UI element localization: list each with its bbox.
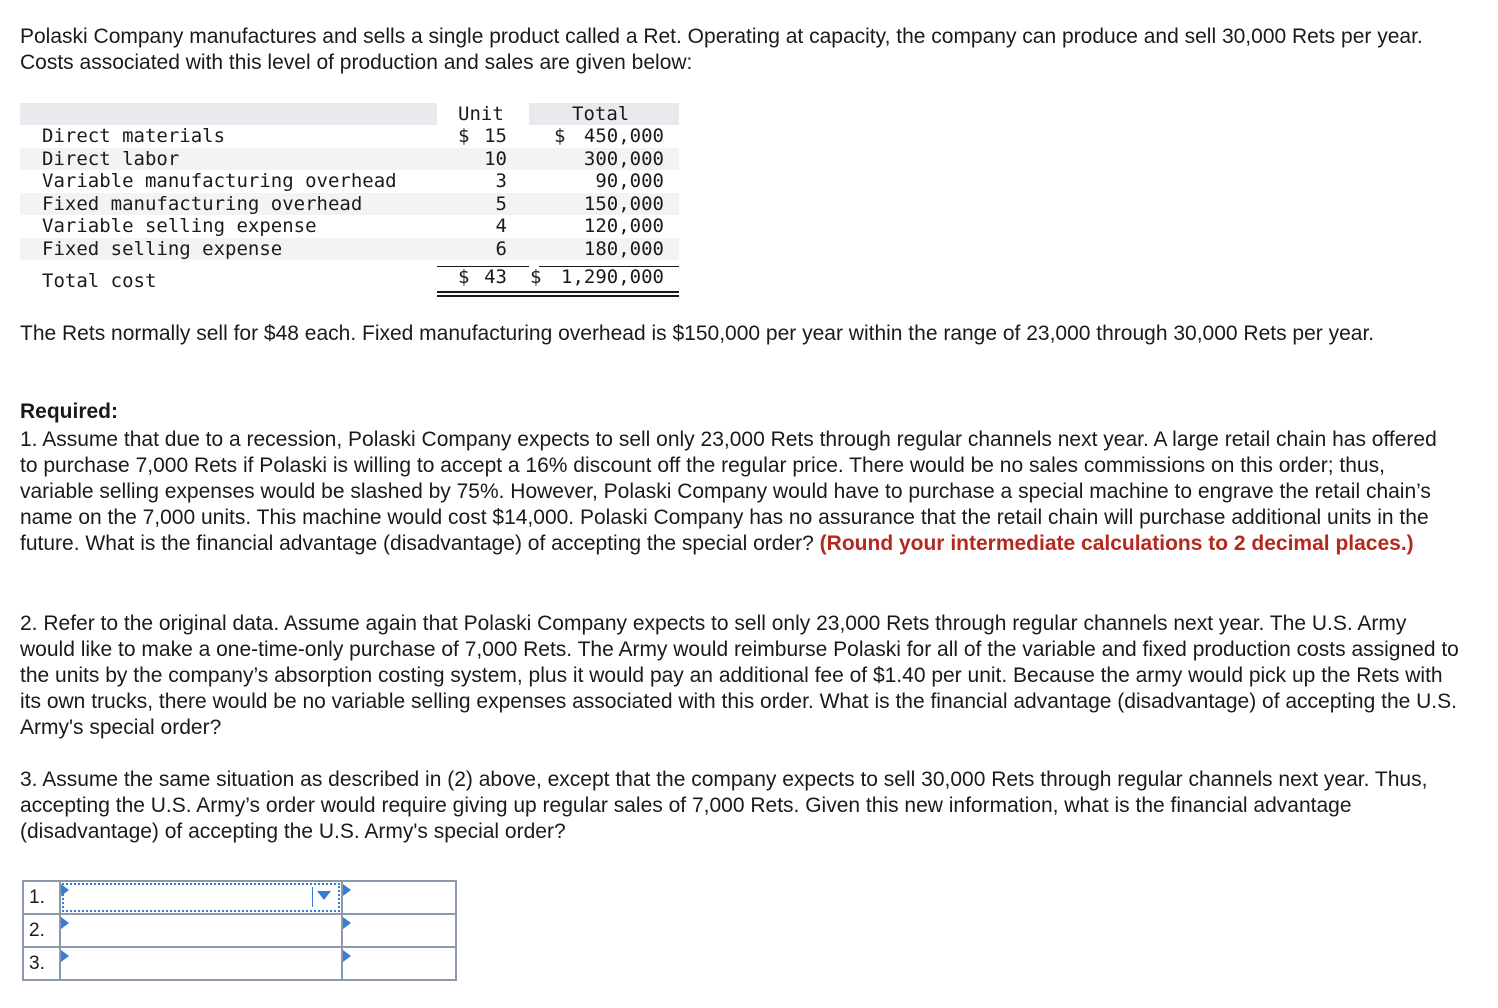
answer-number: 2. <box>23 914 60 947</box>
answer-row-2 <box>23 914 456 947</box>
total-label: Total cost <box>42 270 157 292</box>
total-total: 1,290,000 <box>561 266 664 288</box>
answer-row-1 <box>23 881 456 914</box>
table-row <box>20 125 679 148</box>
double-rule-total-1 <box>529 291 679 293</box>
total-unit-dollar: $ <box>458 266 470 288</box>
cost-table <box>20 103 679 294</box>
input-flag-icon <box>343 950 351 962</box>
total-unit: 43 <box>484 266 507 288</box>
input-flag-icon <box>343 917 351 929</box>
selling-price-paragraph: The Rets normally sell for $48 each. Fixed manufacturing overhead is $150,000 per year within the range of 23,000 through 30,000 Rets per year. <box>20 322 1375 345</box>
row-unit: 3 <box>495 170 507 192</box>
total-row <box>20 264 679 294</box>
row-total: 450,000 <box>583 125 664 147</box>
row-unit: 5 <box>495 192 507 215</box>
total-dollar: $ <box>554 125 566 147</box>
answer-2-amount-input[interactable] <box>342 914 456 947</box>
double-rule-total-2 <box>529 295 679 297</box>
row-total: 300,000 <box>583 147 664 170</box>
row-total: 120,000 <box>583 215 664 237</box>
double-rule-unit-2 <box>437 295 529 297</box>
chevron-down-icon[interactable] <box>317 891 331 900</box>
answer-1-select[interactable] <box>60 881 342 914</box>
row-label: Fixed manufacturing overhead <box>42 192 363 215</box>
row-label: Direct labor <box>42 147 180 170</box>
table-row <box>20 238 679 261</box>
row-unit: 6 <box>495 237 507 260</box>
answer-grid <box>22 880 457 981</box>
answer-row-3 <box>23 947 456 980</box>
row-unit: 15 <box>484 125 507 147</box>
row-unit: 4 <box>495 215 507 237</box>
table-row <box>20 193 679 216</box>
input-flag-icon <box>61 884 69 896</box>
row-label: Fixed selling expense <box>42 237 283 260</box>
col-total-header: Total <box>572 103 630 125</box>
input-flag-icon <box>61 950 69 962</box>
table-header <box>20 103 679 125</box>
question-3: 3. Assume the same situation as described in (2) above, except that the company expects to sell 30,000 Rets through regular channels next year. Thus, accepting the U.S. Army’s order would require giving up regular sales of 7,000 Rets. Given this new information, what is the financial advantage (disadvantage) of accepting the U.S. Army's special order? <box>20 768 1428 843</box>
total-total-dollar: $ <box>530 266 542 288</box>
row-label: Variable manufacturing overhead <box>42 170 397 192</box>
input-flag-icon <box>61 917 69 929</box>
answer-number: 1. <box>23 881 60 914</box>
row-label: Direct materials <box>42 125 226 147</box>
row-total: 180,000 <box>583 237 664 260</box>
double-rule-unit-1 <box>437 291 529 293</box>
answer-1-amount-input[interactable] <box>342 881 456 914</box>
answer-2-select[interactable] <box>60 914 342 947</box>
col-unit-header: Unit <box>458 103 504 125</box>
input-flag-icon <box>343 884 351 896</box>
row-total: 150,000 <box>583 192 664 215</box>
answer-number: 3. <box>23 947 60 980</box>
question-1 <box>20 427 1460 557</box>
unit-dollar: $ <box>458 125 470 147</box>
row-unit: 10 <box>484 147 507 170</box>
select-divider <box>312 887 313 907</box>
required-heading: Required: <box>20 400 119 423</box>
answer-3-amount-input[interactable] <box>342 947 456 980</box>
row-label: Variable selling expense <box>42 215 317 237</box>
question-2: 2. Refer to the original data. Assume again that Polaski Company expects to sell only 23,000 Rets through regular channels next year. The U.S. Army would like to make a one-time-only purchase of 7,000 Rets. The Army would reimburse Polaski for all of the variable and fixed production costs assigned to the units by the company’s absorption costing system, plus it would pay an additional fee of $1.40 per unit. Because the army would pick up the Rets with its own trucks, there would be no variable selling expenses associated with this order. What is the financial advantage (disadvantage) of accepting the U.S. Army's special order? <box>20 612 1459 739</box>
rounding-note: (Round your intermediate calculations to 2 decimal places.) <box>819 532 1414 555</box>
intro-paragraph: Polaski Company manufactures and sells a single product called a Ret. Operating at capacity, the company can produce and sell 30,000 Rets per year. Costs associated with this level of production and sales are given below: <box>20 25 1423 74</box>
row-total: 90,000 <box>595 170 664 192</box>
table-row <box>20 170 679 193</box>
answer-3-select[interactable] <box>60 947 342 980</box>
table-row <box>20 215 679 238</box>
table-row <box>20 148 679 171</box>
question-1-text: 1. Assume that due to a recession, Polaski Company expects to sell only 23,000 Rets through regular channels next year. A large retail chain has offered to purchase 7,000 Rets if Polaski is willing to accept a 16% discount off the regular price. There would be no sales commissions on this order; thus, variable selling expenses would be slashed by 75%. However, Polaski Company would have to purchase a special machine to engrave the retail chain’s name on the 7,000 units. This machine would cost $14,000. Polaski Company has no assurance that the retail chain will purchase additional units in the future. What is the financial advantage (disadvantage) of accepting the special order? <box>20 428 1437 555</box>
